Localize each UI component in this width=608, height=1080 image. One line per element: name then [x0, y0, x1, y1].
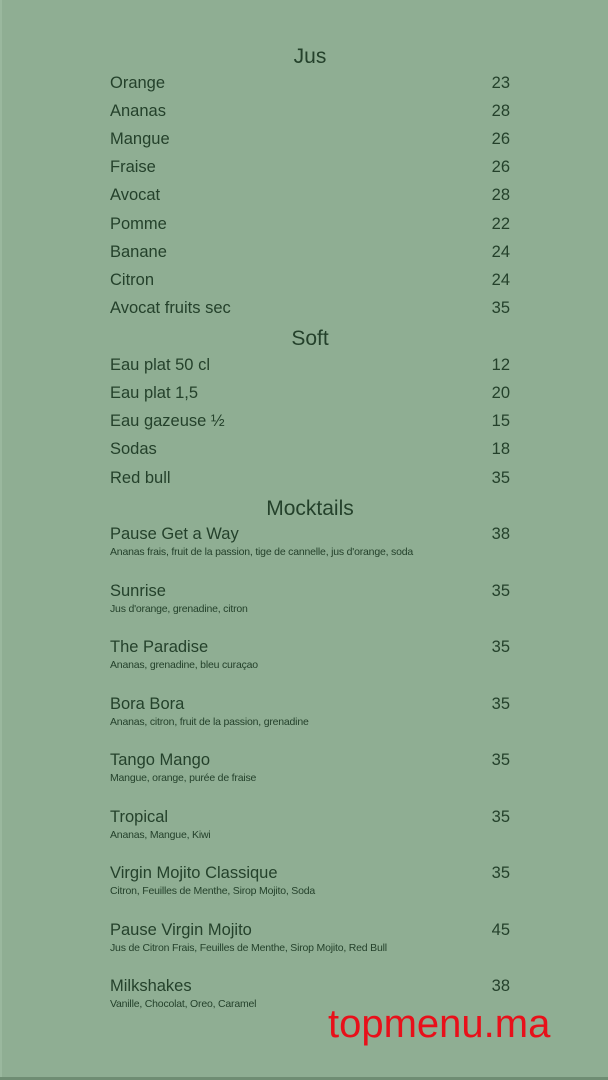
item-price: 38	[491, 977, 510, 995]
item-description: Mangue, orange, purée de fraise	[110, 772, 257, 784]
item-price: 35	[491, 638, 510, 656]
menu-item	[110, 156, 510, 178]
item-price: 24	[491, 243, 510, 261]
item-name: Eau gazeuse ½	[110, 412, 225, 430]
item-name: The Paradise	[110, 638, 209, 656]
item-name: Citron	[110, 271, 155, 289]
item-name: Tropical	[110, 808, 169, 826]
item-name: Banane	[110, 243, 167, 261]
item-name: Orange	[110, 74, 166, 92]
item-name: Ananas	[110, 102, 166, 120]
section-title-mocktails: Mocktails	[266, 497, 354, 520]
menu-item	[110, 72, 510, 94]
item-price: 28	[491, 102, 510, 120]
item-name: Red bull	[110, 469, 171, 487]
menu-item	[110, 382, 510, 404]
item-description: Jus d'orange, grenadine, citron	[110, 603, 248, 615]
item-price: 28	[491, 186, 510, 204]
item-price: 35	[491, 582, 510, 600]
item-name: Mangue	[110, 130, 170, 148]
item-price: 35	[491, 864, 510, 882]
item-price: 12	[491, 356, 510, 374]
item-description: Ananas frais, fruit de la passion, tige de cannelle, jus d'orange, soda	[110, 546, 414, 558]
item-description: Ananas, citron, fruit de la passion, grenadine	[110, 716, 309, 728]
item-price: 26	[491, 130, 510, 148]
menu-item	[110, 580, 510, 620]
menu-item	[110, 438, 510, 460]
menu-item	[110, 806, 510, 846]
item-name: Sunrise	[110, 582, 166, 600]
item-name: Eau plat 1,5	[110, 384, 199, 402]
menu-item	[110, 919, 510, 959]
menu-item	[110, 269, 510, 291]
page-edge-left	[0, 0, 2, 1080]
item-description: Jus de Citron Frais, Feuilles de Menthe, Sirop Mojito, Red Bull	[110, 942, 387, 954]
item-name: Tango Mango	[110, 751, 210, 769]
menu-item	[110, 636, 510, 676]
menu-item	[110, 523, 510, 563]
item-price: 15	[491, 412, 510, 430]
item-price: 22	[491, 215, 510, 233]
menu-item	[110, 184, 510, 206]
item-price: 35	[491, 808, 510, 826]
item-price: 20	[491, 384, 510, 402]
menu-item	[110, 862, 510, 902]
section-title-jus: Jus	[293, 45, 327, 68]
menu-item	[110, 693, 510, 733]
item-price: 35	[491, 299, 510, 317]
item-description: Ananas, grenadine, bleu curaçao	[110, 659, 258, 671]
item-price: 38	[491, 525, 510, 543]
item-price: 26	[491, 158, 510, 176]
menu-item	[110, 213, 510, 235]
menu-item	[110, 100, 510, 122]
menu-item	[110, 241, 510, 263]
menu-item	[110, 410, 510, 432]
item-name: Sodas	[110, 440, 157, 458]
item-name: Pause Virgin Mojito	[110, 921, 252, 939]
item-name: Milkshakes	[110, 977, 192, 995]
item-price: 45	[491, 921, 510, 939]
menu-item	[110, 128, 510, 150]
menu-item	[110, 467, 510, 489]
item-price: 35	[491, 751, 510, 769]
section-title-soft: Soft	[291, 327, 329, 350]
watermark: topmenu.ma	[328, 1002, 551, 1046]
item-price: 35	[491, 695, 510, 713]
item-price: 18	[491, 440, 510, 458]
item-name: Virgin Mojito Classique	[110, 864, 278, 882]
item-name: Pause Get a Way	[110, 525, 239, 543]
item-name: Bora Bora	[110, 695, 185, 713]
item-name: Avocat fruits sec	[110, 299, 231, 317]
item-name: Pomme	[110, 215, 167, 233]
menu-item	[110, 354, 510, 376]
item-description: Vanille, Chocolat, Oreo, Caramel	[110, 998, 257, 1010]
menu-item	[110, 297, 510, 319]
item-price: 24	[491, 271, 510, 289]
menu-item	[110, 749, 510, 789]
item-name: Avocat	[110, 186, 161, 204]
item-price: 23	[491, 74, 510, 92]
item-name: Fraise	[110, 158, 156, 176]
item-name: Eau plat 50 cl	[110, 356, 210, 374]
item-price: 35	[491, 469, 510, 487]
item-description: Citron, Feuilles de Menthe, Sirop Mojito, Soda	[110, 885, 315, 897]
item-description: Ananas, Mangue, Kiwi	[110, 829, 211, 841]
